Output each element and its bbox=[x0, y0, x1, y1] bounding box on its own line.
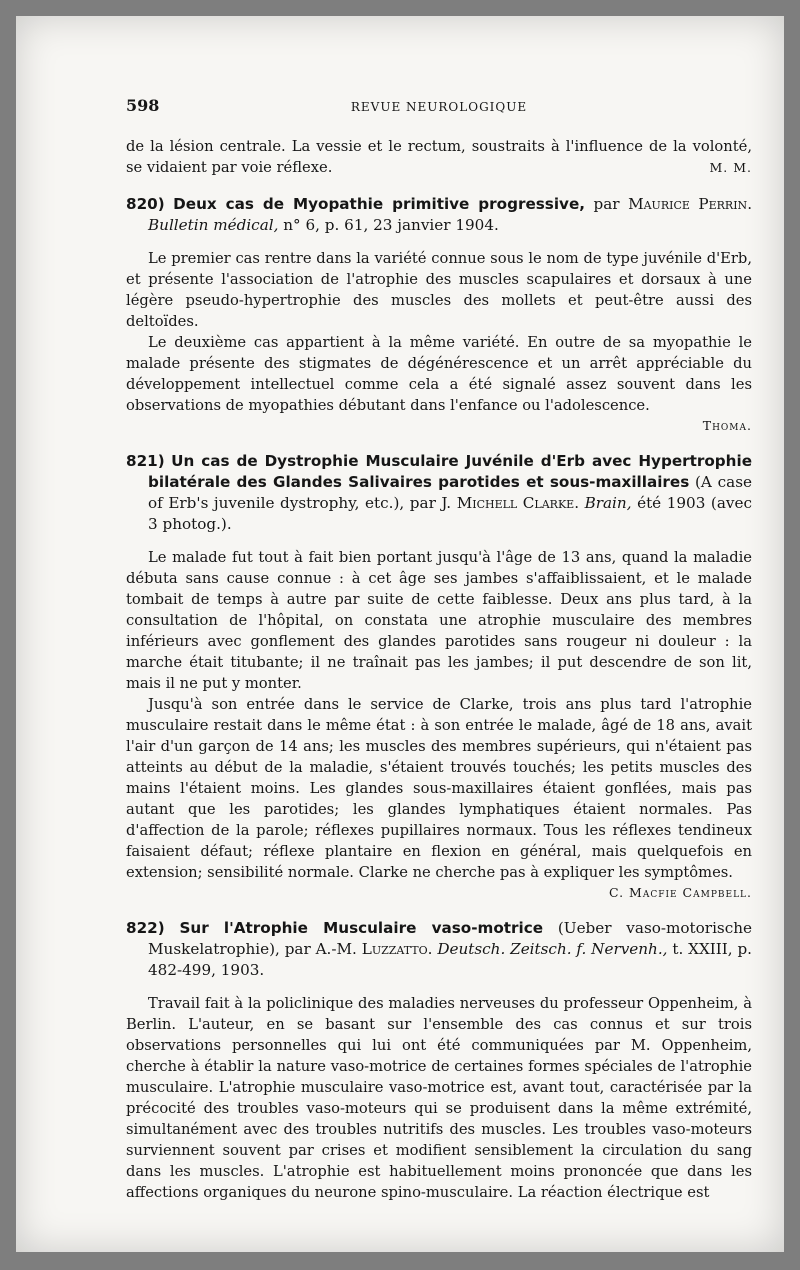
page-content bbox=[126, 96, 752, 1203]
article-822-title: Sur l'Atrophie Musculaire vaso-motrice bbox=[179, 919, 544, 937]
intro-text: de la lésion centrale. La vessie et le rectum, soustraits à l'influence de la volonté, se vidaient par voie réflexe. M. M. bbox=[126, 138, 752, 176]
running-title: REVUE NEUROLOGIQUE bbox=[350, 100, 528, 114]
article-820-paragraph-2: Le deuxième cas appartient à la même variété. En outre de sa myopathie le malade présente des stigmates de dégénérescence et un arrêt appréciable du développement intellectuel comme cela a été signalé assez souvent dans les observations de myopathies débutant dans l'enfance ou l'adolescence. bbox=[126, 334, 752, 414]
page-number: 598 bbox=[126, 96, 160, 115]
article-820 bbox=[126, 194, 752, 435]
article-821-number: 821) bbox=[126, 452, 165, 470]
page-header bbox=[126, 96, 752, 122]
article-821-paragraph-1: Le malade fut tout à fait bien portant jusqu'à l'âge de 13 ans, quand la maladie débuta sans cause connue : à cet âge ses jambes s'affaiblissaient, et le malade tombait de temps à autre par suite de cette faiblesse. Deux ans plus tard, à la consultation de l'hôpital, on constata une atrophie musculaire des membres inférieurs avec gonflement des glandes parotides sans rougeur ni douleur : la marche était titubante; il ne traînait pas les jambes; il put descendre de son lit, mais il ne put y monter. bbox=[126, 549, 752, 692]
article-821-paragraph-2: Jusqu'à son entrée dans le service de Clarke, trois ans plus tard l'atrophie musculaire restait dans le même état : à son entrée le malade, âgé de 18 ans, avait l'air d'un garçon de 14 ans; les muscles des membres supérieurs, qui n'étaient pas atteints au début de la maladie, s'étaient trouvés touchés; les petits muscles des mains l'étaient moins. Les glandes sous-maxillaires étaient gonflées, mais pas autant que les parotides; les glandes lymphatiques étaient normales. Pas d'affection de la parole; réflexes pupillaires normaux. Tous les réflexes tendineux faisaient défaut; réflexe plantaire en flexion en général, mais quelquefois en extension; sensibilité normale. Clarke ne cherche pas à expliquer les symptômes. bbox=[126, 696, 752, 881]
scanned-page bbox=[16, 16, 784, 1252]
article-820-author: Maurice Perrin bbox=[628, 195, 748, 213]
article-821-heading: 821) Un cas de Dystrophie Musculaire Juvénile d'Erb avec Hypertrophie bilatérale des Glandes Salivaires parotides et sous-maxillaires (A case of Erb's juvenile dystrophy, etc.), par J. Michell Clarke. Brain, été 1903 (avec 3 photog.). bbox=[126, 452, 752, 533]
article-821 bbox=[126, 451, 752, 902]
article-820-number: 820) bbox=[126, 195, 165, 213]
article-821-signature: C. Macfie Campbell. bbox=[608, 885, 752, 900]
article-820-signature: Thoma. bbox=[702, 418, 752, 433]
article-822-journal: Deutsch. Zeitsch. f. Nervenh., bbox=[437, 940, 668, 958]
article-820-journal: Bulletin médical, bbox=[148, 216, 279, 234]
article-822-number: 822) bbox=[126, 919, 165, 937]
article-822-heading: 822) Sur l'Atrophie Musculaire vaso-motrice (Ueber vaso-motorische Muskelatrophie), par A.-M. Luzzatto. Deutsch. Zeitsch. f. Nervenh., t. XXIII, p. 482-499, 1903. bbox=[126, 919, 752, 979]
article-821-author: Michell Clarke bbox=[456, 494, 575, 512]
article-821-title: Un cas de Dystrophie Musculaire Juvénile d'Erb avec Hypertrophie bilatérale des Glandes Salivaires parotides et sous-maxillaires bbox=[148, 452, 752, 491]
article-822-author: Luzzatto bbox=[361, 940, 428, 958]
article-822 bbox=[126, 918, 752, 1203]
article-820-paragraph-1: Le premier cas rentre dans la variété connue sous le nom de type juvénile d'Erb, et présente l'association de l'atrophie des muscles scapulaires et dorsaux à une légère pseudo-hypertrophie des muscles des mollets et peut-être aussi des deltoïdes. bbox=[126, 250, 752, 330]
article-820-heading: 820) Deux cas de Myopathie primitive progressive, par Maurice Perrin. Bulletin médical, n° 6, p. 61, 23 janvier 1904. bbox=[126, 195, 753, 234]
article-822-paragraph-1: Travail fait à la policlinique des maladies nerveuses du professeur Oppenheim, à Berlin. L'auteur, en se basant sur l'ensemble des cas connus et sur trois observations personnelles qui lui ont été communiquées par M. Oppenheim, cherche à établir la nature vaso-motrice de certaines formes spéciales de l'atrophie musculaire. L'atrophie musculaire vaso-motrice est, avant tout, caractérisée par la précocité des troubles vaso-moteurs qui se produisent dans la même extrémité, simultanément avec des troubles nutritifs des muscles. Les troubles vaso-moteurs surviennent souvent par crises et modifient sensiblement la circulation du sang dans les muscles. L'atrophie est habituellement moins prononcée que dans les affections organiques du neurone spino-musculaire. La réaction électrique est bbox=[126, 995, 752, 1201]
intro-signature: M. M. bbox=[709, 160, 752, 175]
article-821-journal: Brain, bbox=[584, 494, 632, 512]
article-820-title: Deux cas de Myopathie primitive progressive, bbox=[173, 195, 586, 213]
intro-block bbox=[126, 136, 752, 178]
